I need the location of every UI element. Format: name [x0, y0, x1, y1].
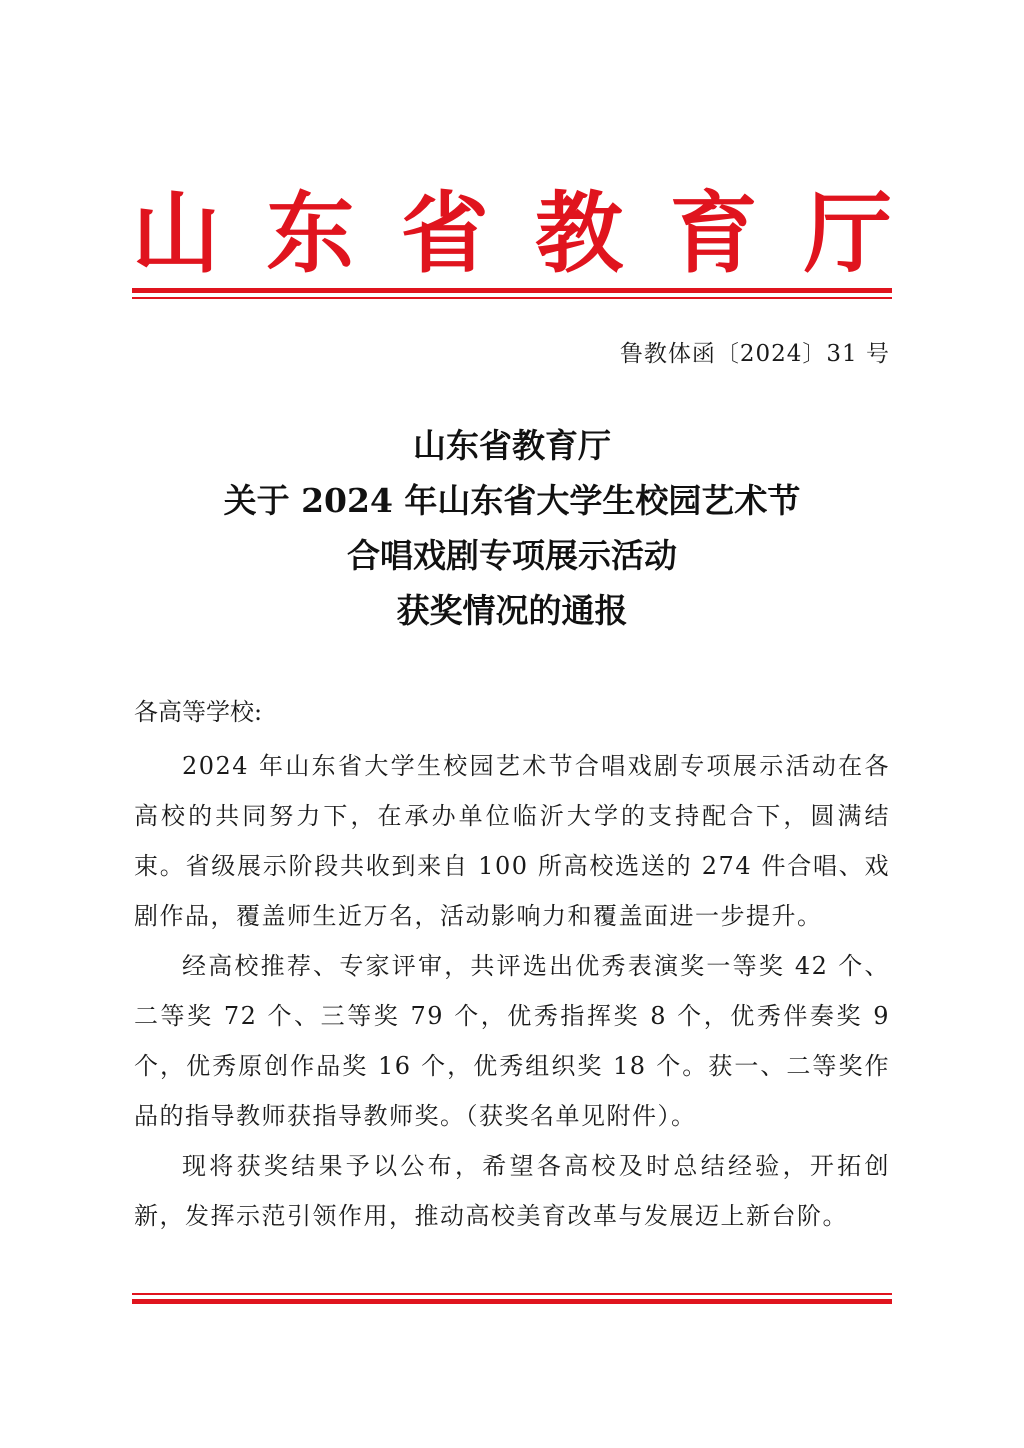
title-line: 获奖情况的通报 [396, 591, 628, 630]
masthead-char: 厅 [803, 181, 892, 285]
masthead-char: 山 [132, 181, 221, 285]
masthead-char: 东 [266, 181, 355, 285]
salutation: 各高等学校: [134, 698, 263, 726]
title-line: 关于 2024 年山东省大学生校园艺术节 [223, 481, 801, 520]
document-body [134, 741, 890, 1241]
body-paragraph: 2024 年山东省大学生校园艺术节合唱戏剧专项展示活动在各高校的共同努力下，在承办单位临沂大学的支持配合下，圆满结束。省级展示阶段共收到来自 100 所高校选送的 274 件合唱、戏剧作品，覆盖师生近万名，活动影响力和覆盖面进一步提升。 [134, 752, 890, 930]
masthead-char: 育 [669, 181, 758, 285]
document-title [0, 418, 1024, 638]
body-paragraph: 现将获奖结果予以公布，希望各高校及时总结经验，开拓创新，发挥示范引领作用，推动高校美育改革与发展迈上新台阶。 [134, 1152, 890, 1230]
masthead-char: 教 [535, 181, 624, 285]
masthead [132, 181, 892, 285]
header-rule-thick [132, 288, 892, 293]
masthead-char: 省 [400, 181, 489, 285]
title-line: 山东省教育厅 [413, 426, 611, 465]
footer-rule-thick [132, 1299, 892, 1304]
body-paragraph: 经高校推荐、专家评审，共评选出优秀表演奖一等奖 42 个、二等奖 72 个、三等奖 79 个，优秀指挥奖 8 个，优秀伴奏奖 9 个，优秀原创作品奖 16 个，优秀组织奖 18 个。获一、二等奖作品的指导教师获指导教师奖。（获奖名单见附件）。 [134, 952, 890, 1130]
title-line: 合唱戏剧专项展示活动 [347, 536, 677, 575]
document-number: 鲁教体函〔2024〕31 号 [619, 341, 890, 367]
header-rule-thin [132, 297, 892, 299]
footer-rule-thin [132, 1293, 892, 1295]
